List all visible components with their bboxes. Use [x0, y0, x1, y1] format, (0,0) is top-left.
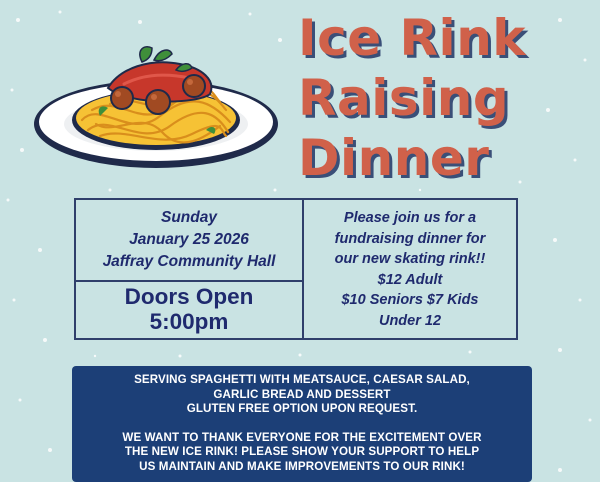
event-day: Sunday	[161, 209, 217, 226]
event-title	[298, 8, 526, 188]
notice-line: US MAINTAIN AND MAKE IMPROVEMENTS TO OUR RINK!	[139, 459, 465, 473]
event-venue: Jaffray Community Hall	[102, 253, 276, 270]
price-seniors-kids: $10 Seniors $7 Kids	[341, 292, 479, 308]
doors-open	[76, 284, 302, 334]
event-date: January 25 2026	[129, 231, 249, 248]
invite-line: Please join us for a	[343, 210, 477, 226]
event-info-box	[74, 198, 518, 340]
title-line-1: Ice Rink	[298, 9, 527, 67]
price-adult: $12 Adult	[377, 271, 443, 288]
invite-pricing	[304, 200, 516, 338]
price-kids-note: Under 12	[378, 312, 442, 329]
notice-line: THE NEW ICE RINK! PLEASE SHOW YOUR SUPPORT TO HELP	[124, 445, 480, 458]
notice-line: GLUTEN FREE OPTION UPON REQUEST.	[186, 402, 418, 415]
notice-spacer	[72, 417, 532, 431]
title-line-3: Dinner	[298, 129, 490, 187]
doors-open-time: 5:00pm	[149, 309, 229, 334]
notice-line: WE WANT TO THANK EVERYONE FOR THE EXCITEMENT OVER	[122, 430, 482, 444]
spaghetti-plate-icon	[30, 40, 280, 172]
invite-line: fundraising dinner for	[334, 230, 486, 247]
event-date-venue	[76, 200, 302, 282]
event-details-column	[76, 200, 304, 338]
menu-notice	[72, 366, 532, 482]
notice-line: GARLIC BREAD AND DESSERT	[213, 387, 391, 401]
invite-line: our new skating rink!!	[334, 251, 486, 267]
title-line-2: Raising	[298, 69, 510, 127]
notice-line: SERVING SPAGHETTI WITH MEATSAUCE, CAESAR SALAD,	[134, 373, 470, 386]
doors-open-label: Doors Open	[124, 284, 254, 309]
